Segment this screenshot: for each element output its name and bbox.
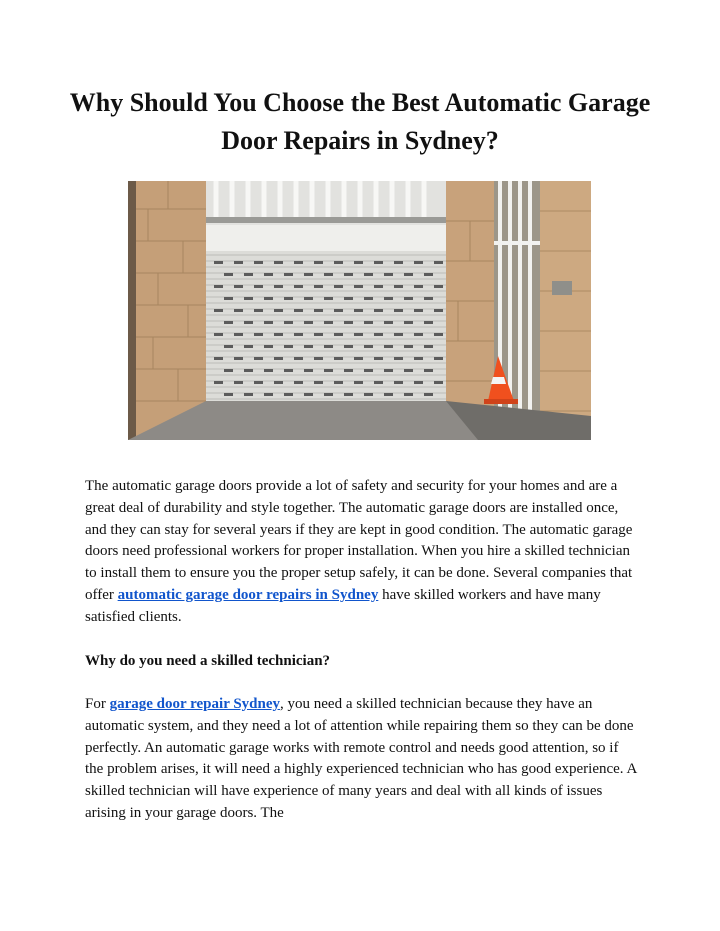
intro-text-before: The automatic garage doors provide a lot of safety and security for your homes and are a great deal of durability and style together. The automatic garage doors are installed once, and they can stay for several years if they are kept in good condition. The automatic garage doors need professional workers for proper installation. When you hire a skilled technician to install them to ensure you the proper setup safely, it can be done. Several companies that offer — [85, 478, 633, 603]
technician-text-before: For — [85, 696, 110, 712]
technician-paragraph — [85, 694, 637, 825]
intro-paragraph — [85, 476, 637, 629]
garage-door-photo — [128, 181, 591, 440]
garage-door-repair-sydney-link[interactable]: garage door repair Sydney — [109, 696, 281, 712]
automatic-garage-door-repairs-link[interactable]: automatic garage door repairs in Sydney — [117, 586, 379, 603]
garage-door-illustration — [128, 181, 591, 440]
article-title: Why Should You Choose the Best Automatic Garage Door Repairs in Sydney? — [69, 88, 651, 155]
intro-text-after: have skilled workers and have many satisfied clients. — [85, 586, 601, 625]
technician-text-after: , you need a skilled technician because they have an automatic system, and they need a lot of attention while repairing them so they can be done perfectly. An automatic garage works with remote control and needs good attention, so if the problem arises, it will need a highly experienced technician who has good experience. A skilled technician will have experience of many years and deal with all kinds of issues arising in your garage doors. The — [85, 696, 637, 821]
section-subheading: Why do you need a skilled technician? — [85, 653, 331, 669]
